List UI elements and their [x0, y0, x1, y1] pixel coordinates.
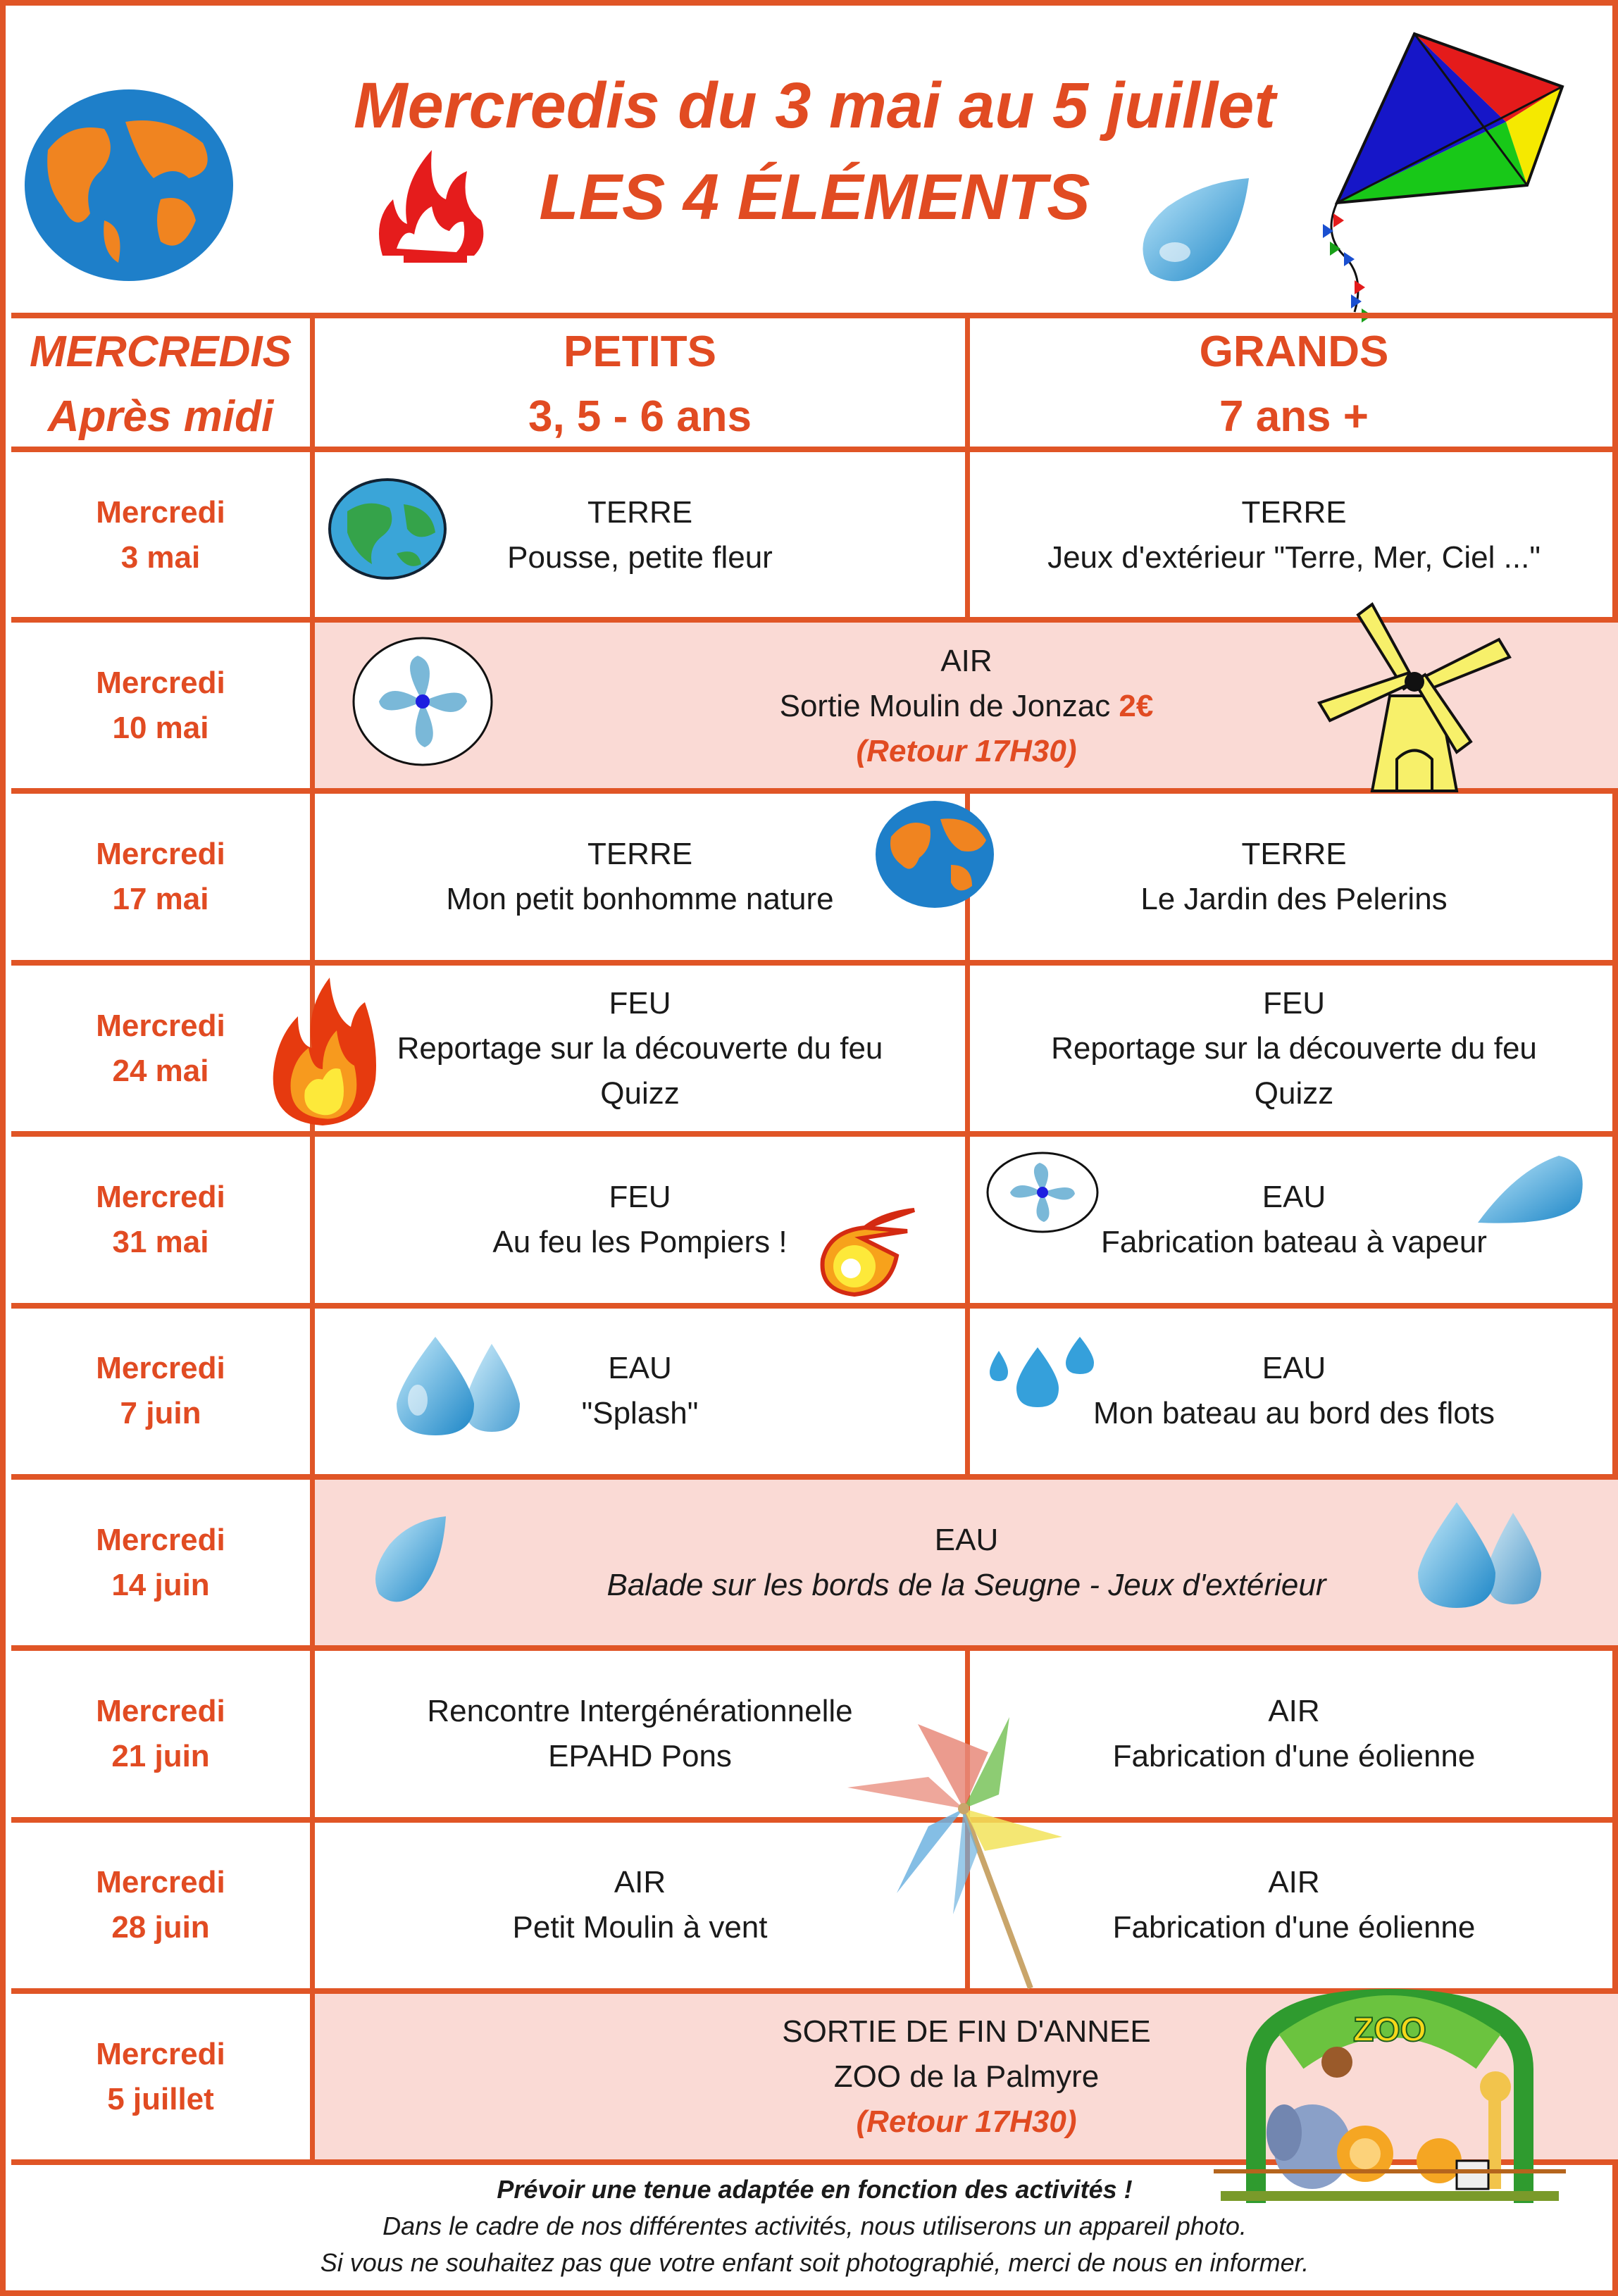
petits-activity-desc: Au feu les Pompiers !	[492, 1225, 788, 1259]
row-divider	[11, 1645, 1618, 1651]
flame-icon	[263, 974, 382, 1129]
petits-activity-title: AIR	[614, 1865, 666, 1899]
column-divider	[965, 313, 970, 623]
petits-activity-desc: EPAHD Pons	[548, 1739, 732, 1773]
petits-activity-desc: Reportage sur la découverte du feu	[397, 1031, 883, 1066]
petits-activity-title: EAU	[608, 1351, 672, 1385]
row-date: 21 juin	[111, 1739, 210, 1773]
grands-activity-title: EAU	[1262, 1351, 1326, 1385]
petits-activity-title: TERRE	[587, 495, 693, 530]
fireball-icon	[812, 1206, 918, 1302]
petits-activity-desc: Mon petit bonhomme nature	[446, 882, 834, 916]
water-drop-icon	[1126, 175, 1252, 291]
row-day: Mercredi	[96, 2037, 225, 2071]
fan-icon	[985, 1150, 1101, 1235]
grands-activity-title: FEU	[1263, 986, 1325, 1021]
grands-activity-desc: Reportage sur la découverte du feu	[1051, 1031, 1537, 1066]
row-date: 3 mai	[120, 540, 201, 575]
petits-activity-desc: Petit Moulin à vent	[512, 1910, 768, 1945]
merged-activity-text: Sortie Moulin de Jonzac	[779, 689, 1119, 723]
row-date: 31 mai	[112, 1225, 209, 1259]
footer-photo-optout: Si vous ne souhaitez pas que votre enfant soit photographié, merci de nous en informer.	[320, 2248, 1309, 2277]
grands-activity-title: TERRE	[1241, 837, 1347, 871]
grands-activity-title: AIR	[1268, 1865, 1320, 1899]
grands-activity-title: AIR	[1268, 1694, 1320, 1728]
price-label: 2€	[1119, 689, 1154, 723]
fan-icon	[351, 635, 495, 768]
fire-icon	[368, 143, 495, 266]
globe-icon	[873, 798, 997, 911]
row-date: 7 juin	[120, 1396, 201, 1430]
merged-activity-desc: ZOO de la Palmyre	[833, 2059, 1100, 2094]
merged-activity-desc: Balade sur les bords de la Seugne - Jeux d'extérieur	[606, 1568, 1326, 1602]
grands-activity-desc: Le Jardin des Pelerins	[1140, 882, 1448, 916]
water-drops-icon	[1407, 1499, 1548, 1611]
row-day: Mercredi	[96, 1694, 225, 1728]
petits-activity-title: Rencontre Intergénérationnelle	[427, 1694, 853, 1728]
windmill-icon	[1316, 590, 1527, 794]
row-divider	[11, 1817, 1618, 1823]
grands-activity-desc: Mon bateau au bord des flots	[1093, 1396, 1495, 1430]
row-divider	[11, 1131, 1618, 1137]
page-title: Mercredis du 3 mai au 5 juillet	[354, 70, 1276, 142]
kite-icon	[1295, 30, 1576, 326]
row-day: Mercredi	[96, 1180, 225, 1214]
header-mercredis: MERCREDIS	[29, 327, 292, 376]
petits-activity-extra: Quizz	[600, 1076, 680, 1111]
row-date: 10 mai	[112, 711, 209, 745]
row-date: 24 mai	[112, 1054, 209, 1088]
row-divider	[11, 960, 1618, 966]
water-drop-icon	[365, 1513, 449, 1611]
petits-activity-title: TERRE	[587, 837, 693, 871]
row-day: Mercredi	[96, 666, 225, 700]
header-apres-midi: Après midi	[47, 392, 274, 441]
petits-activity-title: FEU	[609, 986, 671, 1021]
row-date: 14 juin	[111, 1568, 210, 1602]
grands-activity-desc: Jeux d'extérieur "Terre, Mer, Ciel ..."	[1047, 540, 1541, 575]
row-day: Mercredi	[96, 1351, 225, 1385]
grands-activity-title: TERRE	[1241, 495, 1347, 530]
grands-activity-extra: Quizz	[1254, 1076, 1334, 1111]
water-drop-icon	[1474, 1152, 1587, 1230]
header-petits: PETITS	[563, 327, 717, 376]
merged-activity-title: SORTIE DE FIN D'ANNEE	[782, 2014, 1151, 2049]
row-day: Mercredi	[96, 1009, 225, 1043]
footer-photo-notice: Dans le cadre de nos différentes activités, nous utiliserons un appareil photo.	[382, 2211, 1247, 2240]
header-divider	[11, 313, 1618, 318]
row-day: Mercredi	[96, 837, 225, 871]
row-day: Mercredi	[96, 495, 225, 530]
header-petits-age: 3, 5 - 6 ans	[528, 392, 752, 441]
petits-activity-desc: "Splash"	[581, 1396, 699, 1430]
footer-warning: Prévoir une tenue adaptée en fonction des activités !	[497, 2175, 1133, 2204]
row-divider	[11, 1474, 1618, 1480]
globe-icon	[20, 87, 238, 284]
water-drops-icon	[386, 1333, 527, 1439]
header-grands-age: 7 ans +	[1219, 392, 1369, 441]
grands-activity-desc: Fabrication bateau à vapeur	[1101, 1225, 1487, 1259]
water-drops-icon	[981, 1333, 1097, 1411]
zoo-sign-text: ZOO	[1353, 2011, 1426, 2049]
row-date: 5 juillet	[107, 2082, 214, 2116]
grands-activity-desc: Fabrication d'une éolienne	[1112, 1739, 1476, 1773]
grands-activity-title: EAU	[1262, 1180, 1326, 1214]
return-time-note: (Retour 17H30)	[856, 734, 1077, 768]
merged-activity-title: AIR	[940, 644, 992, 678]
page-subtitle: LES 4 ÉLÉMENTS	[539, 161, 1090, 233]
petits-activity-title: FEU	[609, 1180, 671, 1214]
row-day: Mercredi	[96, 1865, 225, 1899]
merged-activity-title: EAU	[934, 1523, 999, 1557]
row-date: 28 juin	[111, 1910, 210, 1945]
row-day: Mercredi	[96, 1523, 225, 1557]
header-grands: GRANDS	[1199, 327, 1389, 376]
row-divider	[11, 1303, 1618, 1309]
petits-activity-desc: Pousse, petite fleur	[507, 540, 773, 575]
column-divider	[310, 313, 315, 2165]
grands-activity-desc: Fabrication d'une éolienne	[1112, 1910, 1476, 1945]
row-date: 17 mai	[112, 882, 209, 916]
return-time-note: (Retour 17H30)	[856, 2104, 1077, 2139]
earth-icon	[326, 476, 449, 582]
